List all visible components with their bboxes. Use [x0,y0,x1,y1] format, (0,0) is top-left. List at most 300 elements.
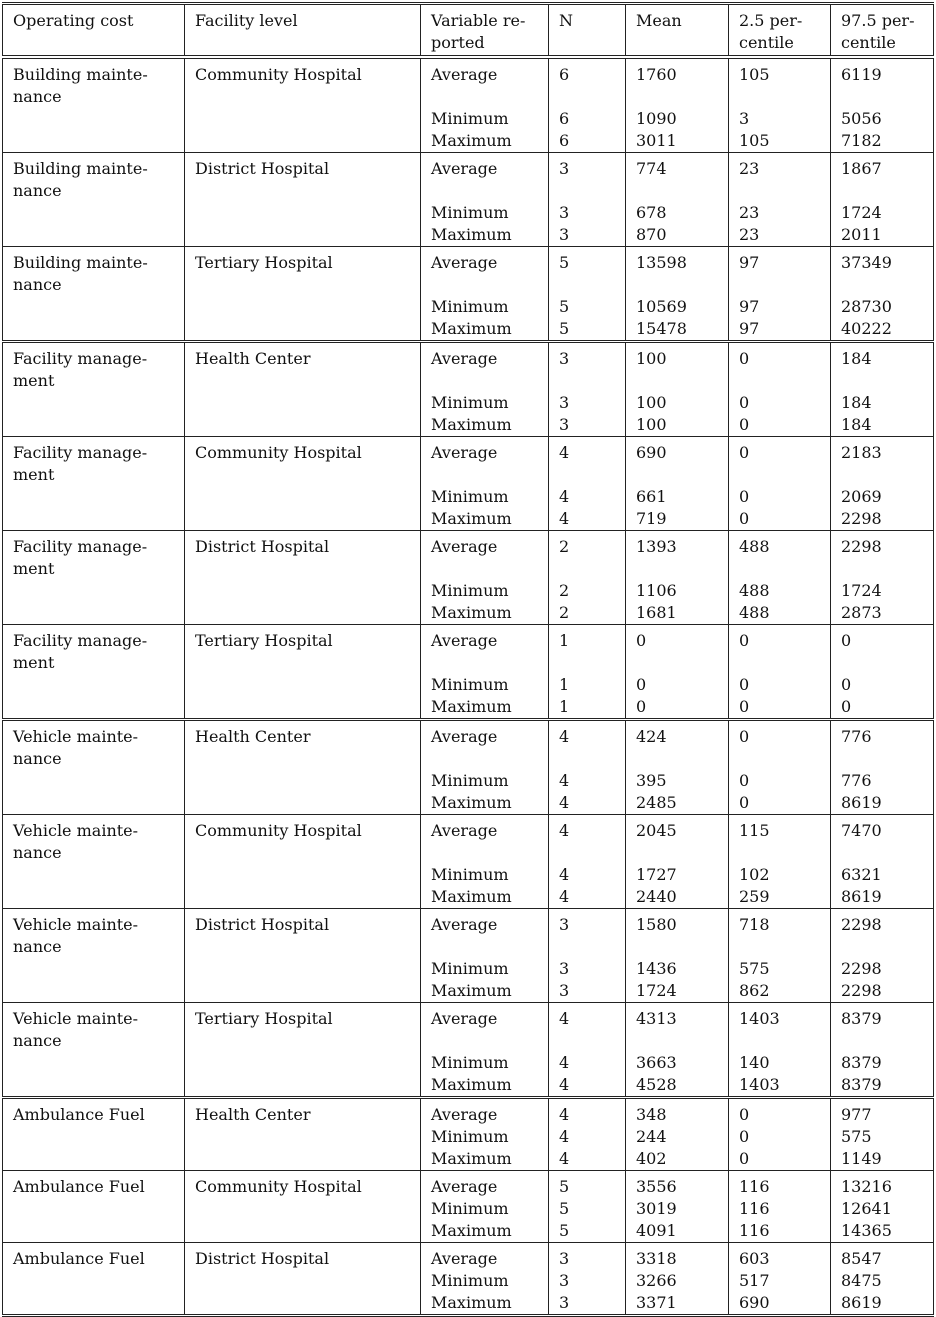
table-row [3,57,934,108]
table-row [3,602,934,625]
p975-cell: 14365 [831,1220,934,1243]
table-row [3,224,934,247]
operating-cost-cell [3,414,185,437]
column-header-text: 97.5 per- [841,11,915,30]
n-cell: 4 [549,508,626,531]
variable-cell: Minimum [421,486,549,508]
mean-cell: 244 [626,1126,729,1148]
variable-cell: Minimum [421,1198,549,1220]
operating-cost-cell [3,624,185,674]
column-header-text: Operating cost [13,11,134,30]
mean-cell: 15478 [626,318,729,342]
n-cell: 3 [549,980,626,1003]
p975-cell: 2298 [831,508,934,531]
facility-level-cell: District Hospital [185,530,421,580]
variable-cell: Average [421,341,549,392]
variable-cell: Minimum [421,1270,549,1292]
variable-cell: Minimum [421,674,549,696]
variable-cell: Average [421,908,549,958]
p025-cell: 0 [729,1148,831,1171]
mean-cell: 870 [626,224,729,247]
operating-cost-text: ment [13,464,55,484]
facility-level-cell [185,318,421,342]
table-row [3,1292,934,1316]
n-cell: 3 [549,224,626,247]
mean-cell: 0 [626,696,729,720]
operating-cost-cell [3,296,185,318]
operating-cost-text: Facility manage- [13,348,148,368]
mean-cell: 678 [626,202,729,224]
table-row [3,1198,934,1220]
n-cell: 4 [549,1074,626,1098]
operating-cost-cell [3,1148,185,1171]
p975-cell: 1724 [831,202,934,224]
p975-cell: 12641 [831,1198,934,1220]
p975-cell: 8619 [831,792,934,815]
p025-cell: 23 [729,202,831,224]
facility-level-cell: District Hospital [185,152,421,202]
p025-cell: 0 [729,624,831,674]
p975-cell: 8619 [831,1292,934,1316]
operating-cost-text: nance [13,1030,62,1050]
p975-cell: 776 [831,719,934,770]
operating-cost-text: Building mainte- [13,64,148,84]
n-cell: 5 [549,1198,626,1220]
facility-level-cell [185,792,421,815]
p025-cell: 0 [729,1097,831,1126]
p975-cell: 8547 [831,1242,934,1270]
variable-cell: Minimum [421,202,549,224]
table-row [3,1170,934,1198]
table-row [3,486,934,508]
variable-cell: Average [421,436,549,486]
facility-level-cell [185,508,421,531]
facility-level-cell: Health Center [185,341,421,392]
p025-cell: 718 [729,908,831,958]
p975-cell: 8379 [831,1002,934,1052]
operating-cost-cell [3,1052,185,1074]
p025-cell: 0 [729,770,831,792]
column-header-text: Variable re- [431,11,526,30]
variable-cell: Maximum [421,1220,549,1243]
facility-level-cell [185,202,421,224]
n-cell: 6 [549,130,626,153]
mean-cell: 1090 [626,108,729,130]
p025-cell: 116 [729,1220,831,1243]
mean-cell: 719 [626,508,729,531]
n-cell: 5 [549,1220,626,1243]
operating-cost-cell [3,770,185,792]
p025-cell: 140 [729,1052,831,1074]
p975-cell: 0 [831,696,934,720]
variable-cell: Average [421,246,549,296]
operating-cost-cell [3,1292,185,1316]
operating-cost-cell [3,436,185,486]
mean-cell: 0 [626,624,729,674]
table-row [3,152,934,202]
n-cell: 3 [549,152,626,202]
p975-cell: 776 [831,770,934,792]
p975-cell: 37349 [831,246,934,296]
table-row [3,1074,934,1098]
table-row [3,130,934,153]
n-cell: 4 [549,1002,626,1052]
facility-level-cell [185,392,421,414]
facility-level-cell: Community Hospital [185,57,421,108]
operating-cost-cell [3,57,185,108]
variable-cell: Minimum [421,958,549,980]
facility-level-cell [185,108,421,130]
table-row [3,770,934,792]
operating-cost-cell [3,1198,185,1220]
table-row [3,341,934,392]
column-header-facility-level [185,4,421,57]
n-cell: 4 [549,486,626,508]
p025-cell: 102 [729,864,831,886]
operating-cost-cell [3,886,185,909]
p975-cell: 6321 [831,864,934,886]
operating-cost-cell [3,696,185,720]
p975-cell: 2298 [831,958,934,980]
table-row [3,624,934,674]
variable-cell: Maximum [421,696,549,720]
operating-cost-cell [3,152,185,202]
n-cell: 5 [549,1170,626,1198]
n-cell: 3 [549,1242,626,1270]
cost-block [3,719,934,814]
facility-level-cell: Tertiary Hospital [185,624,421,674]
variable-cell: Average [421,1242,549,1270]
variable-cell: Minimum [421,864,549,886]
mean-cell: 1436 [626,958,729,980]
p025-cell: 0 [729,674,831,696]
column-header-p975 [831,4,934,57]
n-cell: 4 [549,719,626,770]
p975-cell: 1724 [831,580,934,602]
column-header-p025 [729,4,831,57]
operating-cost-cell [3,130,185,153]
n-cell: 4 [549,792,626,815]
p975-cell: 8619 [831,886,934,909]
mean-cell: 2440 [626,886,729,909]
operating-cost-text: Building mainte- [13,252,148,272]
mean-cell: 4528 [626,1074,729,1098]
facility-level-cell [185,1126,421,1148]
table-row [3,1148,934,1171]
variable-cell: Average [421,719,549,770]
n-cell: 2 [549,602,626,625]
operating-cost-cell [3,814,185,864]
facility-level-cell [185,770,421,792]
operating-cost-cell [3,486,185,508]
column-header-text: N [559,11,573,30]
cost-block [3,1002,934,1097]
variable-cell: Average [421,814,549,864]
operating-cost-text: nance [13,86,62,106]
facility-level-cell: Health Center [185,719,421,770]
table-row [3,1126,934,1148]
facility-level-cell [185,130,421,153]
operating-cost-cell [3,908,185,958]
column-header-text: centile [739,33,794,52]
mean-cell: 402 [626,1148,729,1171]
column-header-variable-reported [421,4,549,57]
p975-cell: 2298 [831,980,934,1003]
table-row [3,436,934,486]
operating-cost-cell [3,602,185,625]
facility-level-cell [185,696,421,720]
n-cell: 2 [549,530,626,580]
operating-cost-text: Ambulance Fuel [13,1176,145,1196]
mean-cell: 690 [626,436,729,486]
operating-cost-text: ment [13,652,55,672]
mean-cell: 10569 [626,296,729,318]
n-cell: 4 [549,436,626,486]
table-row [3,1270,934,1292]
column-header-text: Mean [636,11,682,30]
n-cell: 4 [549,1148,626,1171]
operating-cost-text: Ambulance Fuel [13,1104,145,1124]
column-header-mean [626,4,729,57]
p975-cell: 7182 [831,130,934,153]
operating-cost-cell [3,1074,185,1098]
p025-cell: 1403 [729,1002,831,1052]
column-header-text: centile [841,33,896,52]
mean-cell: 424 [626,719,729,770]
p975-cell: 8379 [831,1052,934,1074]
n-cell: 2 [549,580,626,602]
p025-cell: 0 [729,792,831,815]
n-cell: 3 [549,908,626,958]
cost-block [3,624,934,719]
cost-block [3,57,934,153]
p025-cell: 862 [729,980,831,1003]
mean-cell: 3011 [626,130,729,153]
facility-level-cell: Tertiary Hospital [185,246,421,296]
operating-cost-cell [3,224,185,247]
p975-cell: 184 [831,414,934,437]
p025-cell: 97 [729,296,831,318]
mean-cell: 2485 [626,792,729,815]
table-row [3,674,934,696]
table-row [3,719,934,770]
p975-cell: 7470 [831,814,934,864]
n-cell: 4 [549,814,626,864]
table-row [3,530,934,580]
p025-cell: 0 [729,392,831,414]
operating-cost-text: Vehicle mainte- [13,1008,139,1028]
facility-level-cell [185,1052,421,1074]
mean-cell: 2045 [626,814,729,864]
p025-cell: 1403 [729,1074,831,1098]
n-cell: 5 [549,296,626,318]
table-row [3,1052,934,1074]
facility-level-cell [185,958,421,980]
facility-level-cell: District Hospital [185,908,421,958]
mean-cell: 100 [626,414,729,437]
variable-cell: Maximum [421,980,549,1003]
facility-level-cell: Community Hospital [185,1170,421,1198]
table-row [3,696,934,720]
table-row [3,318,934,342]
p025-cell: 0 [729,414,831,437]
mean-cell: 3019 [626,1198,729,1220]
table-row [3,792,934,815]
facility-level-cell [185,602,421,625]
mean-cell: 1393 [626,530,729,580]
mean-cell: 0 [626,674,729,696]
operating-cost-cell [3,958,185,980]
variable-cell: Maximum [421,1148,549,1171]
p975-cell: 1867 [831,152,934,202]
table-row [3,980,934,1003]
operating-cost-text: Facility manage- [13,630,148,650]
cost-block [3,152,934,246]
p975-cell: 2011 [831,224,934,247]
p025-cell: 3 [729,108,831,130]
p025-cell: 0 [729,1126,831,1148]
operating-cost-text: nance [13,274,62,294]
facility-level-cell: Health Center [185,1097,421,1126]
mean-cell: 774 [626,152,729,202]
facility-level-cell [185,1198,421,1220]
cost-block [3,908,934,1002]
p975-cell: 1149 [831,1148,934,1171]
cost-block [3,1097,934,1170]
mean-cell: 1724 [626,980,729,1003]
operating-cost-cell [3,202,185,224]
p975-cell: 28730 [831,296,934,318]
variable-cell: Minimum [421,392,549,414]
operating-cost-cell [3,1220,185,1243]
p025-cell: 97 [729,246,831,296]
facility-level-cell: Community Hospital [185,436,421,486]
table-row [3,908,934,958]
p975-cell: 13216 [831,1170,934,1198]
p975-cell: 8379 [831,1074,934,1098]
facility-level-cell [185,980,421,1003]
mean-cell: 1106 [626,580,729,602]
variable-cell: Average [421,1170,549,1198]
facility-level-cell [185,414,421,437]
table-row [3,414,934,437]
operating-cost-cell [3,392,185,414]
cost-block [3,1242,934,1315]
operating-cost-text: nance [13,180,62,200]
table-row [3,1242,934,1270]
operating-cost-text: ment [13,558,55,578]
p025-cell: 105 [729,57,831,108]
operating-cost-text: nance [13,842,62,862]
p975-cell: 8475 [831,1270,934,1292]
cost-block [3,530,934,624]
facility-level-cell [185,886,421,909]
facility-level-cell [185,224,421,247]
mean-cell: 4313 [626,1002,729,1052]
mean-cell: 1727 [626,864,729,886]
p975-cell: 575 [831,1126,934,1148]
mean-cell: 1580 [626,908,729,958]
p025-cell: 259 [729,886,831,909]
facility-level-cell [185,1270,421,1292]
facility-level-cell [185,1148,421,1171]
operating-cost-cell [3,341,185,392]
facility-level-cell [185,580,421,602]
table-row [3,958,934,980]
variable-cell: Maximum [421,224,549,247]
operating-cost-cell [3,1097,185,1126]
table-row [3,296,934,318]
variable-cell: Average [421,1097,549,1126]
table-row [3,392,934,414]
operating-cost-cell [3,1126,185,1148]
variable-cell: Maximum [421,130,549,153]
variable-cell: Minimum [421,296,549,318]
n-cell: 1 [549,674,626,696]
p025-cell: 105 [729,130,831,153]
p975-cell: 977 [831,1097,934,1126]
variable-cell: Average [421,624,549,674]
header-row [3,4,934,57]
cost-block [3,814,934,908]
n-cell: 4 [549,864,626,886]
variable-cell: Maximum [421,1074,549,1098]
column-header-n [549,4,626,57]
operating-cost-cell [3,792,185,815]
mean-cell: 3663 [626,1052,729,1074]
p025-cell: 116 [729,1198,831,1220]
p025-cell: 97 [729,318,831,342]
n-cell: 5 [549,318,626,342]
operating-cost-cell [3,246,185,296]
operating-cost-cell [3,674,185,696]
n-cell: 3 [549,341,626,392]
p975-cell: 184 [831,392,934,414]
facility-level-cell [185,864,421,886]
variable-cell: Minimum [421,108,549,130]
mean-cell: 3371 [626,1292,729,1316]
p975-cell: 5056 [831,108,934,130]
table-row [3,508,934,531]
operating-cost-text: Facility manage- [13,442,148,462]
operating-cost-cell [3,1242,185,1270]
n-cell: 3 [549,1270,626,1292]
facility-level-cell: Tertiary Hospital [185,1002,421,1052]
p975-cell: 2069 [831,486,934,508]
operating-cost-cell [3,1002,185,1052]
p975-cell: 2298 [831,908,934,958]
operating-cost-text: Vehicle mainte- [13,726,139,746]
facility-level-cell: District Hospital [185,1242,421,1270]
operating-cost-text: ment [13,370,55,390]
mean-cell: 3556 [626,1170,729,1198]
facility-level-cell [185,1074,421,1098]
p025-cell: 0 [729,341,831,392]
column-header-text: Facility level [195,11,298,30]
p025-cell: 488 [729,580,831,602]
operating-cost-text: Ambulance Fuel [13,1248,145,1268]
table-row [3,1220,934,1243]
table-row [3,864,934,886]
p025-cell: 116 [729,1170,831,1198]
table-row [3,886,934,909]
mean-cell: 3318 [626,1242,729,1270]
p025-cell: 23 [729,224,831,247]
mean-cell: 3266 [626,1270,729,1292]
n-cell: 3 [549,958,626,980]
table-row [3,814,934,864]
operating-cost-text: Facility manage- [13,536,148,556]
